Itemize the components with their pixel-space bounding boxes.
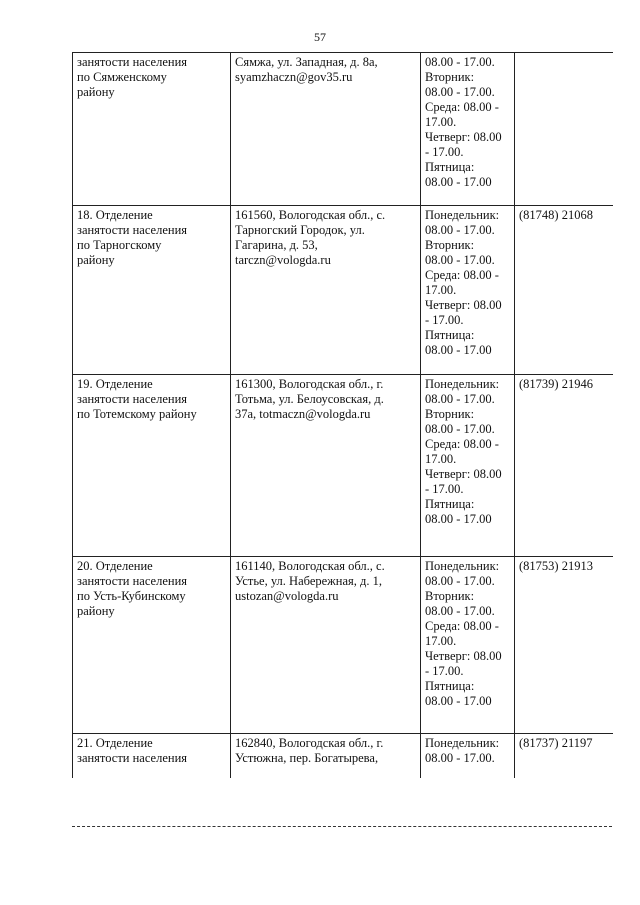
schedule-line: Вторник: [425,589,475,603]
address-cell [231,53,421,206]
phone-number: (81737) 21197 [519,736,593,750]
department-name: 20. Отделение занятости населения по Усть-Кубинскому району [77,559,188,618]
address-text: 161140, Вологодская обл., с. Устье, ул. Набережная, д. 1, ustozan@vologda.ru [235,559,385,603]
schedule-line: Четверг: 08.00 [425,467,502,481]
department-cell [73,53,231,206]
address-text: 161300, Вологодская обл., г. Тотьма, ул. Белоусовская, д. 37а, totmaczn@vologda.ru [235,377,384,421]
schedule-line: Пятница: [425,497,475,511]
department-name: 19. Отделение занятости населения по Тотемскому району [77,377,197,421]
schedule-line: 08.00 - 17.00. [425,422,495,436]
schedule-line: - 17.00. [425,313,464,327]
schedule-line: Четверг: 08.00 [425,298,502,312]
schedule-line: 08.00 - 17.00. [425,604,495,618]
page-cut-rule [72,826,612,827]
schedule-cell [421,734,515,779]
phone-cell [515,734,613,779]
address-text: Сямжа, ул. Западная, д. 8а, syamzhaczn@gov35.ru [235,55,378,84]
table-row [73,557,613,734]
schedule-line: Четверг: 08.00 [425,130,502,144]
offices-table [72,52,613,778]
schedule-line: 17.00. [425,283,457,297]
phone-cell [515,557,613,734]
address-cell [231,734,421,779]
schedule-line: Понедельник: [425,377,500,391]
department-cell [73,557,231,734]
schedule-line: 08.00 - 17.00. [425,55,495,69]
department-name: 21. Отделение занятости населения [77,736,188,765]
schedule-cell [421,206,515,375]
phone-number: (81753) 21913 [519,559,593,573]
phone-number: (81748) 21068 [519,208,593,222]
schedule-line: 08.00 - 17.00 [425,343,492,357]
schedule-line: 08.00 - 17.00. [425,574,495,588]
schedule-line: - 17.00. [425,145,464,159]
department-name: 18. Отделение занятости населения по Тарногскому району [77,208,188,267]
schedule-line: Среда: 08.00 - [425,437,499,451]
schedule-line: Вторник: [425,70,475,84]
page-number: 57 [314,30,326,44]
schedule-line: 08.00 - 17.00 [425,175,492,189]
address-cell [231,206,421,375]
schedule-line: Среда: 08.00 - [425,268,499,282]
schedule-line: - 17.00. [425,482,464,496]
address-text: 161560, Вологодская обл., с. Тарногский Городок, ул. Гагарина, д. 53, tarczn@vologda.ru [235,208,386,267]
schedule-line: 08.00 - 17.00. [425,392,495,406]
schedule-line: 17.00. [425,115,457,129]
schedule-line: Четверг: 08.00 [425,649,502,663]
schedule-line: 17.00. [425,634,457,648]
schedule-line: Пятница: [425,328,475,342]
phone-cell [515,206,613,375]
table-row [73,734,613,779]
schedule-line: Среда: 08.00 - [425,100,499,114]
schedule-line: Понедельник: [425,208,500,222]
department-cell [73,375,231,557]
schedule-line: Вторник: [425,238,475,252]
schedule-line: Понедельник: [425,736,500,750]
department-cell [73,734,231,779]
phone-cell [515,375,613,557]
department-name: занятости населения по Сямженскому району [77,55,188,99]
schedule-cell [421,557,515,734]
schedule-line: 08.00 - 17.00. [425,253,495,267]
schedule-cell [421,375,515,557]
schedule-line: 08.00 - 17.00. [425,751,495,765]
schedule-line: 08.00 - 17.00. [425,85,495,99]
table-row [73,375,613,557]
schedule-line: 08.00 - 17.00 [425,512,492,526]
schedule-line: 08.00 - 17.00 [425,694,492,708]
department-cell [73,206,231,375]
schedule-line: 08.00 - 17.00. [425,223,495,237]
address-text: 162840, Вологодская обл., г. Устюжна, пер. Богатырева, [235,736,384,765]
schedule-line: Вторник: [425,407,475,421]
schedule-line: - 17.00. [425,664,464,678]
schedule-line: Пятница: [425,679,475,693]
schedule-line: Среда: 08.00 - [425,619,499,633]
schedule-cell [421,53,515,206]
table-row [73,206,613,375]
schedule-line: 17.00. [425,452,457,466]
phone-cell [515,53,613,206]
schedule-line: Понедельник: [425,559,500,573]
phone-number: (81739) 21946 [519,377,593,391]
table-row [73,53,613,206]
address-cell [231,375,421,557]
schedule-line: Пятница: [425,160,475,174]
address-cell [231,557,421,734]
